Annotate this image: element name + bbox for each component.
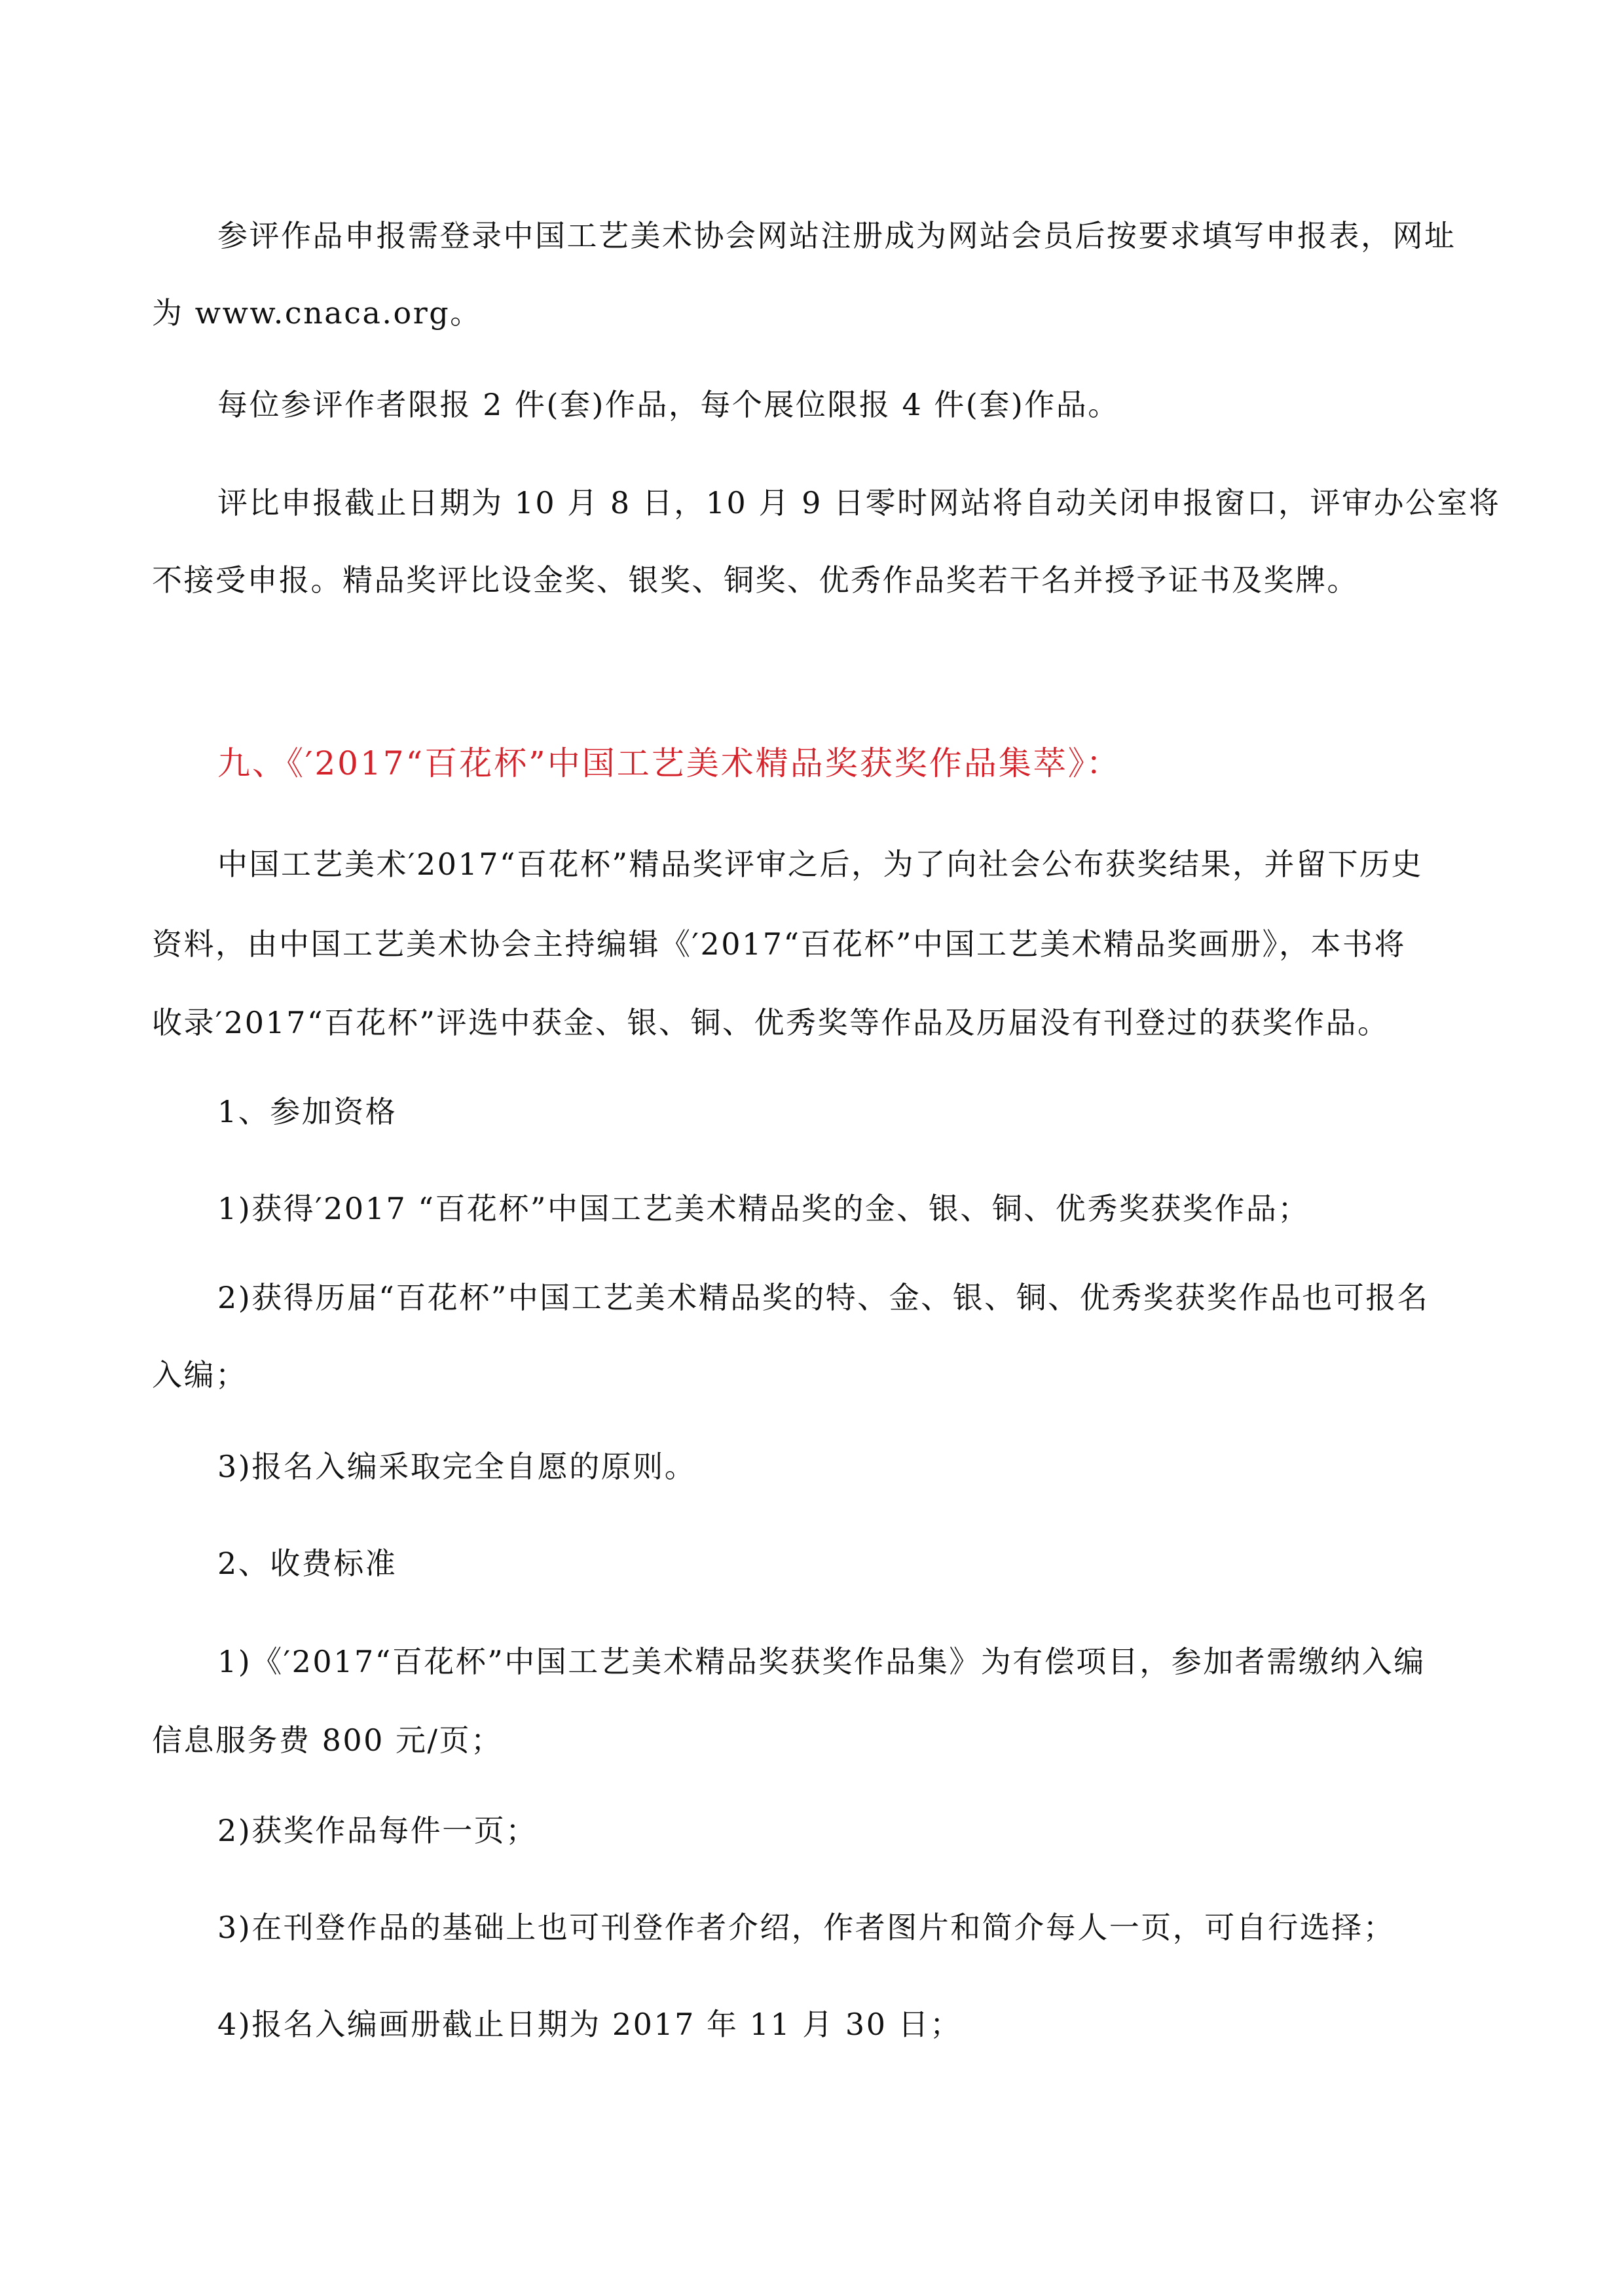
paragraph-deadline-line-1: 评比申报截止日期为 10 月 8 日，10 月 9 日零时网站将自动关闭申报窗口，评审办公室将 <box>217 485 1501 520</box>
paragraph-submission-line-1: 参评作品申报需登录中国工艺美术协会网站注册成为网站会员后按要求填写申报表，网址 <box>217 218 1456 253</box>
paragraph-submission-line-2: 为 www.cnaca.org。 <box>152 295 482 331</box>
eligibility-item-2-line-1: 2)获得历届“百花杯”中国工艺美术精品奖的特、金、银、铜、优秀奖获奖作品也可报名 <box>217 1280 1430 1315</box>
fees-item-4: 4)报名入编画册截止日期为 2017 年 11 月 30 日； <box>217 2007 962 2042</box>
section-heading: 九、《′2017“百花杯”中国工艺美术精品奖获奖作品集萃》： <box>217 744 1121 782</box>
paragraph-deadline-line-2: 不接受申报。精品奖评比设金奖、银奖、铜奖、优秀作品奖若干名并授予证书及奖牌。 <box>152 562 1359 598</box>
subsection-eligibility-title: 1、参加资格 <box>217 1094 397 1129</box>
section-intro-line-1: 中国工艺美术′2017“百花杯”精品奖评审之后，为了向社会公布获奖结果，并留下历史 <box>217 847 1424 882</box>
eligibility-item-2-line-2: 入编； <box>152 1357 248 1393</box>
section-intro-line-2: 资料，由中国工艺美术协会主持编辑《′2017“百花杯”中国工艺美术精品奖画册》，本书将 <box>152 926 1407 962</box>
subsection-fees-title: 2、收费标准 <box>217 1546 397 1581</box>
eligibility-item-3: 3)报名入编采取完全自愿的原则。 <box>217 1449 697 1484</box>
paragraph-limit: 每位参评作者限报 2 件(套)作品，每个展位限报 4 件(套)作品。 <box>217 387 1120 422</box>
fees-item-1-line-2: 信息服务费 800 元/页； <box>152 1722 503 1758</box>
fees-item-1-line-1: 1)《′2017“百花杯”中国工艺美术精品奖获奖作品集》为有偿项目，参加者需缴纳入编 <box>217 1644 1426 1679</box>
fees-item-3: 3)在刊登作品的基础上也可刊登作者介绍，作者图片和简介每人一页，可自行选择； <box>217 1910 1395 1945</box>
fees-item-2: 2)获奖作品每件一页； <box>217 1813 538 1848</box>
eligibility-item-1: 1)获得′2017 “百花杯”中国工艺美术精品奖的金、银、铜、优秀奖获奖作品； <box>217 1191 1310 1226</box>
section-intro-line-3: 收录′2017“百花杯”评选中获金、银、铜、优秀奖等作品及历届没有刊登过的获奖作品。 <box>152 1005 1390 1040</box>
